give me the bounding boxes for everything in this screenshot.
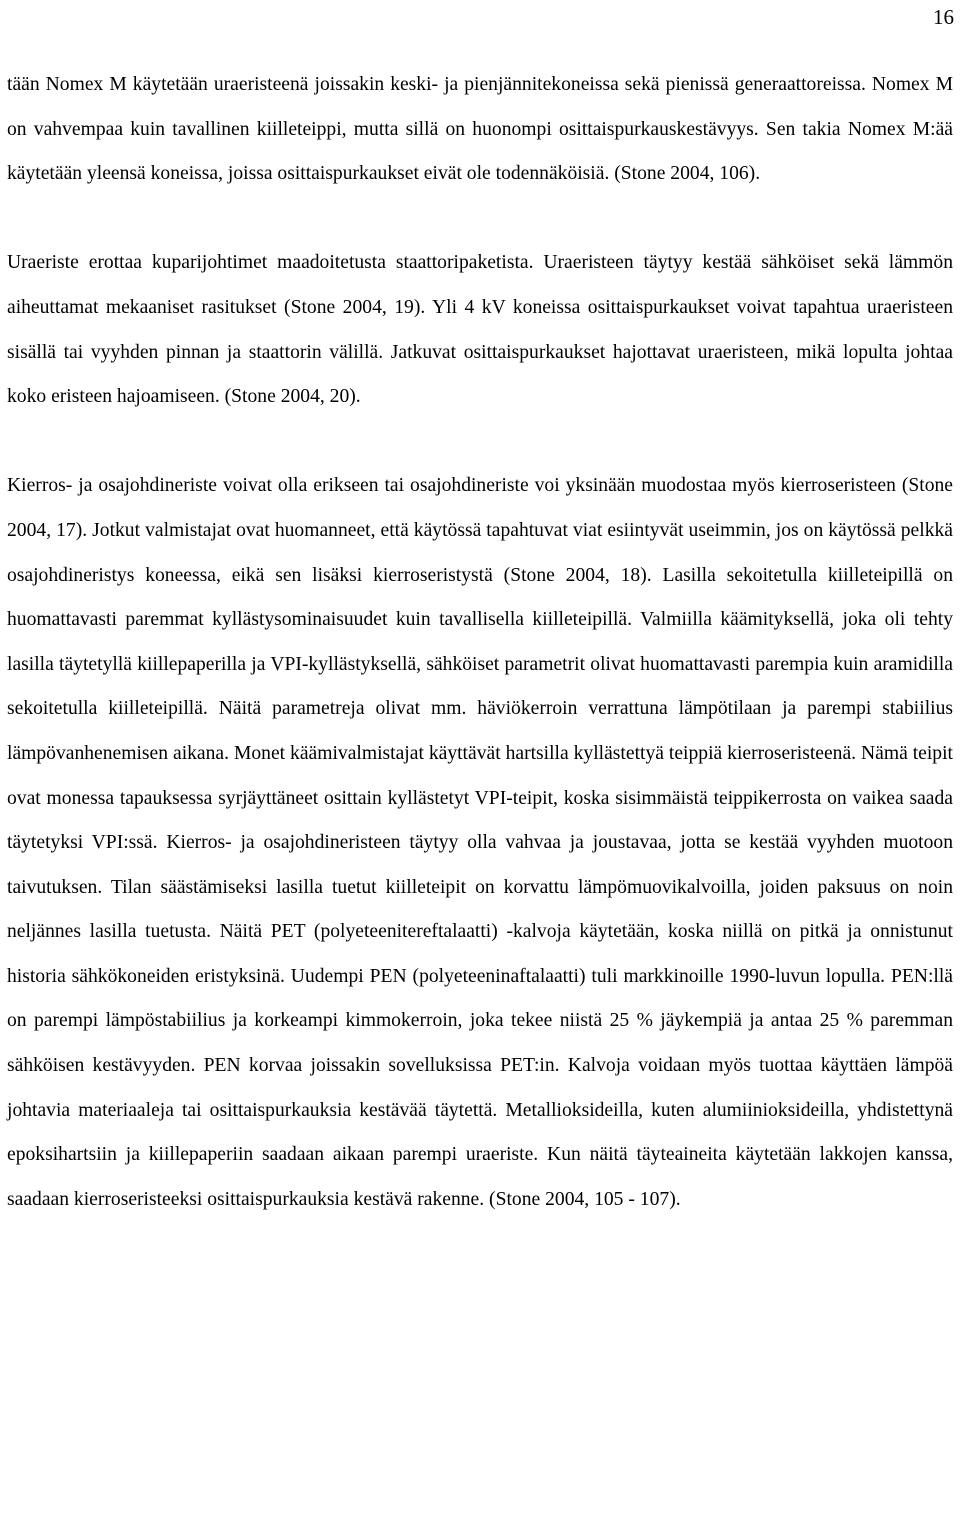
paragraph-2: Uraeriste erottaa kuparijohtimet maadoitetusta staattoripaketista. Uraeristeen täytyy kestää sähköiset sekä lämmön aiheuttamat mekaaniset rasitukset (Stone 2004, 19). Yli 4 kV koneissa osittaispurkaukset voivat tapahtua uraeristeen sisällä tai vyyhden pinnan ja staattorin välillä. Jatkuvat osittaispurkaukset hajottavat uraeristeen, mikä lopulta johtaa koko eristeen hajoamiseen. (Stone 2004, 20). [7, 252, 953, 408]
body-text [7, 63, 953, 1222]
paragraph-3: Kierros- ja osajohdineriste voivat olla erikseen tai osajohdineriste voi yksinään muodostaa myös kierroseristeen (Stone 2004, 17). Jotkut valmistajat ovat huomanneet, että käytössä tapahtuvat viat esiintyvät useimmin, jos on käytössä pelkkä osajohdineristys koneessa, eikä sen lisäksi kierroseristystä (Stone 2004, 18). Lasilla sekoitetulla kiilleteipillä on huomattavasti paremmat kyllästysominaisuudet kuin tavallisella kiilleteipillä. Valmiilla käämityksellä, joka oli tehty lasilla täytetyllä kiillepaperilla ja VPI-kyllästyksellä, sähköiset parametrit olivat huomattavasti parempia kuin aramidilla sekoitetulla kiilleteipillä. Näitä parametreja olivat mm. häviökerroin verrattuna lämpötilaan ja parempi stabiilius lämpövanhenemisen aikana. Monet käämivalmistajat käyttävät hartsilla kyllästettyä teippiä kierroseristeenä. Nämä teipit ovat monessa tapauksessa syrjäyttäneet osittain kyllästetyt VPI-teipit, koska sisimmäistä teippikerrosta on vaikea saada täytetyksi VPI:ssä. Kierros- ja osajohdineristeen täytyy olla vahvaa ja joustavaa, jotta se kestää vyyhden muotoon taivutuksen. Tilan säästämiseksi lasilla tuetut kiilleteipit on korvattu lämpömuovikalvoilla, joiden paksuus on noin neljännes lasilla tuetusta. Näitä PET (polyeteenitereftalaatti) -kalvoja käytetään, koska niillä on pitkä ja onnistunut historia sähkökoneiden eristyksinä. Uudempi PEN (polyeteeninaftalaatti) tuli markkinoille 1990-luvun lopulla. PEN:llä on parempi lämpöstabiilius ja korkeampi kimmokerroin, joka tekee niistä 25 % jäykempiä ja antaa 25 % paremman sähköisen kestävyyden. PEN korvaa joissakin sovelluksissa PET:in. Kalvoja voidaan myös tuottaa käyttäen lämpöä johtavia materiaaleja tai osittaispurkauksia kestävää täytettä. Metallioksideilla, kuten alumiinioksideilla, yhdistettynä epoksihartsiin ja kiillepaperiin saadaan aikaan parempi uraeriste. Kun näitä täyteaineita käytetään lakkojen kanssa, saadaan kierroseristeeksi osittaispurkauksia kestävä rakenne. (Stone 2004, 105 - 107). [7, 475, 953, 1210]
page-number: 16 [933, 5, 954, 29]
paragraph-1: tään Nomex M käytetään uraeristeenä joissakin keski- ja pienjännitekoneissa sekä pienissä generaattoreissa. Nomex M on vahvempaa kuin tavallinen kiilleteippi, mutta sillä on huonompi osittaispurkauskestävyys. Sen takia Nomex M:ää käytetään yleensä koneissa, joissa osittaispurkaukset eivät ole todennäköisiä. (Stone 2004, 106). [7, 74, 953, 185]
